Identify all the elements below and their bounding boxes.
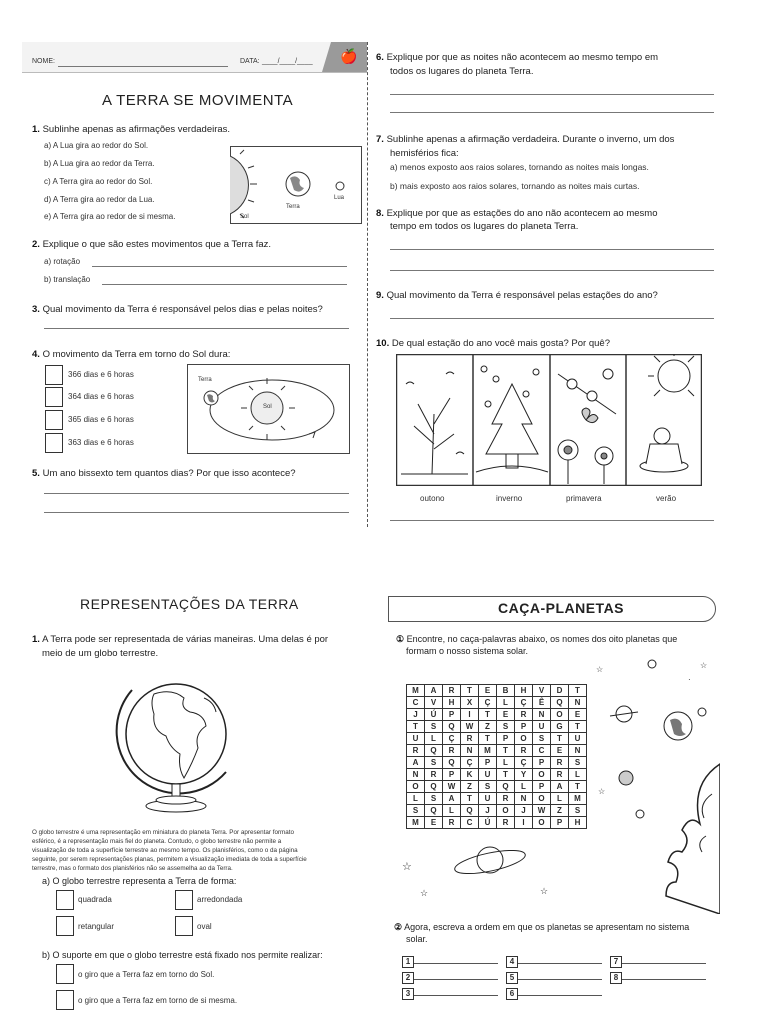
q7-option-a[interactable]: a) menos exposto aos raios solares, tornando as noites mais longas. bbox=[390, 162, 649, 172]
grid-cell[interactable]: L bbox=[443, 805, 461, 817]
grid-cell[interactable]: Ê bbox=[533, 697, 551, 709]
grid-cell[interactable]: Q bbox=[443, 757, 461, 769]
planets-illustration bbox=[590, 654, 720, 914]
grid-cell[interactable]: J bbox=[407, 709, 425, 721]
q6-answer-line-1[interactable] bbox=[390, 94, 714, 95]
q3-answer-line[interactable] bbox=[44, 328, 349, 329]
q8-line2: tempo em todos os lugares do planeta Terra. bbox=[390, 221, 579, 232]
grid-cell[interactable]: R bbox=[425, 769, 443, 781]
grid-cell[interactable]: R bbox=[515, 709, 533, 721]
q6-answer-line-2[interactable] bbox=[390, 112, 714, 113]
page-title: A TERRA SE MOVIMENTA bbox=[102, 92, 294, 109]
season-label-verao: verão bbox=[656, 494, 677, 503]
grid-cell[interactable]: R bbox=[443, 745, 461, 757]
q1-option-b[interactable]: b) A Lua gira ao redor da Terra. bbox=[44, 159, 155, 168]
fig1-terra-label: Terra bbox=[286, 204, 300, 210]
grid-cell[interactable]: N bbox=[533, 709, 551, 721]
q2-a-line[interactable] bbox=[92, 266, 347, 267]
grid-cell[interactable]: Z bbox=[479, 721, 497, 733]
grid-cell[interactable]: E bbox=[551, 745, 569, 757]
grid-cell[interactable]: M bbox=[407, 685, 425, 697]
p4-instruction-1-line1: ① Encontre, no caça-palavras abaixo, os nomes dos oito planetas que bbox=[396, 634, 678, 644]
grid-cell[interactable]: E bbox=[479, 685, 497, 697]
para-line: visualização de toda a superfície terrestre ao mesmo tempo. Os planisférios, como o da página bbox=[32, 847, 298, 854]
q4-option-1: 366 dias e 6 horas bbox=[68, 370, 134, 379]
grid-cell[interactable]: T bbox=[479, 733, 497, 745]
grid-cell[interactable]: Q bbox=[425, 805, 443, 817]
grid-cell[interactable]: P bbox=[443, 769, 461, 781]
worksheet-page-1 bbox=[22, 42, 368, 527]
q7-line2: hemisférios fica: bbox=[390, 148, 459, 159]
q5-line-2[interactable] bbox=[44, 512, 349, 513]
grid-cell[interactable]: L bbox=[407, 793, 425, 805]
grid-cell[interactable]: P bbox=[515, 721, 533, 733]
grid-cell[interactable]: Ç bbox=[515, 697, 533, 709]
q1-option-e[interactable]: e) A Terra gira ao redor de si mesma. bbox=[44, 212, 176, 221]
grid-row bbox=[407, 769, 587, 781]
grid-cell[interactable]: N bbox=[461, 745, 479, 757]
grid-cell[interactable]: R bbox=[407, 745, 425, 757]
grid-cell[interactable]: A bbox=[443, 793, 461, 805]
grid-cell[interactable]: N bbox=[407, 769, 425, 781]
grid-cell[interactable]: C bbox=[533, 745, 551, 757]
grid-cell[interactable]: T bbox=[569, 781, 587, 793]
grid-cell[interactable]: L bbox=[497, 697, 515, 709]
q9-text: 9. Qual movimento da Terra é responsável pelas estações do ano? bbox=[376, 290, 658, 301]
grid-cell[interactable]: R bbox=[497, 817, 515, 829]
grid-cell[interactable]: Ç bbox=[479, 697, 497, 709]
q8-answer-line-1[interactable] bbox=[390, 249, 714, 250]
q1-option-a[interactable]: a) A Lua gira ao redor do Sol. bbox=[44, 141, 149, 150]
fig2-sol-label: Sol bbox=[263, 404, 272, 410]
order-slot-4[interactable]: 4 bbox=[506, 956, 602, 968]
svg-text:☆: ☆ bbox=[598, 787, 606, 796]
apple-icon: 🍎 bbox=[340, 48, 358, 64]
grid-cell[interactable]: A bbox=[425, 685, 443, 697]
q6-line2: todos os lugares do planeta Terra. bbox=[390, 66, 534, 77]
q8-line1: 8. Explique por que as estações do ano não acontecem ao mesmo bbox=[376, 208, 658, 219]
svg-text:·: · bbox=[688, 675, 691, 684]
season-label-outono: outono bbox=[420, 494, 445, 503]
p4-instruction-2-line2: solar. bbox=[406, 934, 428, 944]
q4-checkbox-3[interactable] bbox=[45, 410, 63, 430]
q4-checkbox-2[interactable] bbox=[45, 387, 63, 407]
grid-cell[interactable]: O bbox=[497, 805, 515, 817]
grid-cell[interactable]: M bbox=[479, 745, 497, 757]
nome-label: NOME: bbox=[32, 58, 55, 65]
q5-text: 5. Um ano bissexto tem quantos dias? Por que isso acontece? bbox=[32, 468, 296, 479]
grid-cell[interactable]: O bbox=[533, 769, 551, 781]
grid-cell[interactable]: O bbox=[533, 817, 551, 829]
grid-cell[interactable]: O bbox=[551, 709, 569, 721]
grid-cell[interactable]: Q bbox=[551, 697, 569, 709]
data-label: DATA: bbox=[240, 58, 260, 65]
q9-answer-line[interactable] bbox=[390, 318, 714, 319]
order-slot-8[interactable]: 8 bbox=[610, 972, 706, 984]
grid-cell[interactable]: Ç bbox=[443, 733, 461, 745]
grid-cell[interactable]: E bbox=[569, 709, 587, 721]
grid-cell[interactable]: I bbox=[461, 709, 479, 721]
para-line: O globo terrestre é uma representação em miniatura do planeta Terra. Por apresentar formato bbox=[32, 829, 295, 836]
grid-cell[interactable]: R bbox=[551, 769, 569, 781]
p4-instruction-2-line1: ② Agora, escreva a ordem em que os planetas se apresentam no sistema bbox=[394, 922, 690, 932]
q6-line1: 6. Explique por que as noites não acontecem ao mesmo tempo em bbox=[376, 52, 659, 63]
q4-checkbox-4[interactable] bbox=[45, 433, 63, 453]
grid-cell[interactable]: H bbox=[443, 697, 461, 709]
grid-cell[interactable]: J bbox=[479, 805, 497, 817]
grid-cell[interactable]: H bbox=[515, 685, 533, 697]
q7-line1: 7. Sublinhe apenas a afirmação verdadeira. Durante o inverno, um dos bbox=[376, 134, 675, 145]
grid-row bbox=[407, 697, 587, 709]
grid-row bbox=[407, 805, 587, 817]
grid-cell[interactable]: W bbox=[461, 721, 479, 733]
grid-cell[interactable]: H bbox=[569, 817, 587, 829]
grid-cell[interactable]: R bbox=[443, 685, 461, 697]
grid-row bbox=[407, 781, 587, 793]
para-line: seguinte, por serem representações planas, permitem a visualização imediata de toda a superfície bbox=[32, 856, 307, 863]
grid-cell[interactable]: B bbox=[497, 685, 515, 697]
grid-cell[interactable]: U bbox=[407, 733, 425, 745]
order-slot-5[interactable]: 5 bbox=[506, 972, 602, 984]
q1-text: 1. Sublinhe apenas as afirmações verdadeiras. bbox=[32, 124, 231, 135]
q4-option-2: 364 dias e 6 horas bbox=[68, 392, 134, 401]
grid-cell[interactable]: Q bbox=[497, 781, 515, 793]
fig1-lua-label: Lua bbox=[334, 195, 345, 201]
q10-text: 10. De qual estação do ano você mais gosta? Por quê? bbox=[376, 338, 610, 349]
grid-cell[interactable]: E bbox=[425, 817, 443, 829]
grid-cell[interactable]: V bbox=[425, 697, 443, 709]
grid-cell[interactable]: O bbox=[533, 793, 551, 805]
grid-cell[interactable]: N bbox=[569, 745, 587, 757]
grid-cell[interactable]: L bbox=[569, 769, 587, 781]
star-decoration-icon: ☆ bbox=[420, 888, 429, 898]
q4-option-4: 363 dias e 6 horas bbox=[68, 438, 134, 447]
q10-answer-line[interactable] bbox=[390, 520, 714, 521]
support-checkbox-si-mesma[interactable] bbox=[56, 990, 74, 1010]
support-option-si-mesma: o giro que a Terra faz em torno de si mesma. bbox=[78, 996, 238, 1005]
grid-cell[interactable]: O bbox=[407, 781, 425, 793]
q4-text: 4. O movimento da Terra em torno do Sol dura: bbox=[32, 349, 231, 360]
grid-cell[interactable]: O bbox=[515, 733, 533, 745]
svg-text:☆: ☆ bbox=[700, 661, 708, 670]
data-blank: ____/____/____ bbox=[262, 58, 313, 65]
grid-cell[interactable]: U bbox=[533, 721, 551, 733]
grid-cell[interactable]: T bbox=[461, 685, 479, 697]
grid-cell[interactable]: P bbox=[443, 709, 461, 721]
grid-cell[interactable]: A bbox=[407, 757, 425, 769]
grid-cell[interactable]: U bbox=[479, 769, 497, 781]
grid-cell[interactable]: T bbox=[551, 733, 569, 745]
grid-cell[interactable]: M bbox=[569, 793, 587, 805]
q1-option-c[interactable]: c) A Terra gira ao redor do Sol. bbox=[44, 177, 153, 186]
grid-cell[interactable]: Y bbox=[515, 769, 533, 781]
shape-checkbox-oval[interactable] bbox=[175, 916, 193, 936]
star-decoration-icon: ☆ bbox=[540, 886, 549, 896]
grid-cell[interactable]: S bbox=[569, 805, 587, 817]
grid-cell[interactable]: V bbox=[533, 685, 551, 697]
grid-cell[interactable]: N bbox=[515, 793, 533, 805]
grid-cell[interactable]: S bbox=[425, 757, 443, 769]
p3-qa-text: a) O globo terrestre representa a Terra de forma: bbox=[42, 876, 237, 886]
grid-cell[interactable]: Q bbox=[425, 745, 443, 757]
p3-q1-line2: meio de um globo terrestre. bbox=[42, 648, 159, 659]
grid-cell[interactable]: W bbox=[533, 805, 551, 817]
grid-cell[interactable]: Z bbox=[461, 781, 479, 793]
grid-cell[interactable]: T bbox=[407, 721, 425, 733]
page-title-caca-planetas: CAÇA-PLANETAS bbox=[498, 600, 625, 616]
grid-cell[interactable]: T bbox=[479, 709, 497, 721]
grid-row bbox=[407, 817, 587, 829]
grid-cell[interactable]: Q bbox=[461, 805, 479, 817]
grid-cell[interactable]: C bbox=[461, 817, 479, 829]
grid-cell[interactable]: P bbox=[533, 757, 551, 769]
nome-line[interactable] bbox=[58, 66, 228, 67]
shape-option-arredondada: arredondada bbox=[197, 895, 243, 904]
order-slot-6[interactable]: 6 bbox=[506, 988, 602, 1000]
grid-cell[interactable]: J bbox=[515, 805, 533, 817]
grid-row bbox=[407, 745, 587, 757]
grid-cell[interactable]: S bbox=[425, 793, 443, 805]
grid-cell[interactable]: R bbox=[461, 733, 479, 745]
q2-text: 2. Explique o que são estes movimentos que a Terra faz. bbox=[32, 239, 272, 250]
shape-option-retangular: retangular bbox=[78, 922, 115, 931]
grid-cell[interactable]: T bbox=[497, 769, 515, 781]
word-search-grid[interactable] bbox=[406, 684, 587, 829]
grid-cell[interactable]: M bbox=[407, 817, 425, 829]
grid-cell[interactable]: Ú bbox=[479, 817, 497, 829]
grid-cell[interactable]: T bbox=[569, 721, 587, 733]
q7-option-b[interactable]: b) mais exposto aos raios solares, tornando as noites mais curtas. bbox=[390, 181, 640, 191]
svg-text:☆: ☆ bbox=[596, 665, 604, 674]
shape-checkbox-quadrada[interactable] bbox=[56, 890, 74, 910]
p3-qb-text: b) O suporte em que o globo terrestre está fixado nos permite realizar: bbox=[42, 950, 323, 960]
grid-cell[interactable]: R bbox=[497, 793, 515, 805]
grid-row bbox=[407, 733, 587, 745]
grid-row bbox=[407, 757, 587, 769]
grid-cell[interactable]: Ú bbox=[425, 709, 443, 721]
header-bar bbox=[22, 42, 367, 73]
grid-cell[interactable]: A bbox=[551, 781, 569, 793]
grid-cell[interactable]: T bbox=[569, 685, 587, 697]
grid-cell[interactable]: S bbox=[533, 733, 551, 745]
grid-cell[interactable]: L bbox=[515, 781, 533, 793]
shape-checkbox-retangular[interactable] bbox=[56, 916, 74, 936]
grid-cell[interactable]: W bbox=[443, 781, 461, 793]
grid-cell[interactable]: G bbox=[551, 721, 569, 733]
grid-cell[interactable]: Q bbox=[425, 781, 443, 793]
grid-cell[interactable]: S bbox=[497, 721, 515, 733]
worksheet-page-3 bbox=[22, 588, 367, 1024]
p4-instruction-1-line2: formam o nosso sistema solar. bbox=[406, 646, 529, 656]
q4-option-3: 365 dias e 6 horas bbox=[68, 415, 134, 424]
order-slot-7[interactable]: 7 bbox=[610, 956, 706, 968]
grid-cell[interactable]: P bbox=[479, 757, 497, 769]
q5-line-1[interactable] bbox=[44, 493, 349, 494]
order-slot-3[interactable]: 3 bbox=[402, 988, 498, 1000]
grid-cell[interactable]: T bbox=[497, 745, 515, 757]
grid-cell[interactable]: S bbox=[407, 805, 425, 817]
support-option-sol: o giro que a Terra faz em torno do Sol. bbox=[78, 970, 215, 979]
q2-b-label: b) translação bbox=[44, 275, 91, 284]
q3-text: 3. Qual movimento da Terra é responsável pelos dias e pelas noites? bbox=[32, 304, 323, 315]
grid-cell[interactable]: R bbox=[443, 817, 461, 829]
season-label-inverno: inverno bbox=[496, 494, 523, 503]
seasons-illustration bbox=[396, 354, 702, 486]
grid-cell[interactable]: K bbox=[461, 769, 479, 781]
grid-cell[interactable]: L bbox=[497, 757, 515, 769]
grid-cell[interactable]: N bbox=[569, 697, 587, 709]
page-title-representacoes: REPRESENTAÇÕES DA TERRA bbox=[80, 596, 299, 612]
grid-cell[interactable]: T bbox=[461, 793, 479, 805]
star-decoration-icon: ☆ bbox=[402, 861, 412, 873]
q2-b-line[interactable] bbox=[102, 284, 347, 285]
grid-cell[interactable]: E bbox=[497, 709, 515, 721]
season-label-primavera: primavera bbox=[566, 494, 602, 503]
sun-earth-moon-figure bbox=[230, 146, 362, 224]
q4-checkbox-1[interactable] bbox=[45, 365, 63, 385]
saturn-illustration bbox=[450, 838, 530, 884]
grid-cell[interactable]: Ç bbox=[515, 757, 533, 769]
shape-option-quadrada: quadrada bbox=[78, 895, 112, 904]
grid-cell[interactable]: X bbox=[461, 697, 479, 709]
grid-cell[interactable]: P bbox=[551, 817, 569, 829]
q2-a-label: a) rotação bbox=[44, 257, 81, 266]
grid-cell[interactable]: L bbox=[551, 793, 569, 805]
grid-cell[interactable]: S bbox=[479, 781, 497, 793]
q1-option-d[interactable]: d) A Terra gira ao redor da Lua. bbox=[44, 195, 155, 204]
shape-option-oval: oval bbox=[197, 922, 212, 931]
para-line: terrestre, mas o formato dos planisférios não se assemelha ao da Terra. bbox=[32, 865, 233, 872]
grid-row bbox=[407, 721, 587, 733]
grid-cell[interactable]: Ç bbox=[461, 757, 479, 769]
grid-cell[interactable]: C bbox=[407, 697, 425, 709]
grid-row bbox=[407, 793, 587, 805]
grid-cell[interactable]: S bbox=[425, 721, 443, 733]
grid-cell[interactable]: U bbox=[569, 733, 587, 745]
grid-row bbox=[407, 685, 587, 697]
fig2-terra-label: Terra bbox=[198, 377, 212, 383]
grid-cell[interactable]: P bbox=[497, 733, 515, 745]
grid-cell[interactable]: R bbox=[551, 757, 569, 769]
grid-cell[interactable]: Z bbox=[551, 805, 569, 817]
q8-answer-line-2[interactable] bbox=[390, 270, 714, 271]
grid-cell[interactable]: R bbox=[515, 745, 533, 757]
para-line: esférico, é a representação mais fiel do planeta. Contudo, o globo terrestre não permite a bbox=[32, 838, 282, 845]
worksheet-page-2 bbox=[370, 42, 720, 527]
grid-cell[interactable]: U bbox=[479, 793, 497, 805]
shape-checkbox-arredondada[interactable] bbox=[175, 890, 193, 910]
globe-paragraph bbox=[32, 828, 362, 873]
globe-illustration bbox=[114, 672, 244, 822]
grid-cell[interactable]: Q bbox=[443, 721, 461, 733]
order-slot-2[interactable]: 2 bbox=[402, 972, 498, 984]
grid-cell[interactable]: D bbox=[551, 685, 569, 697]
worksheet-page-4 bbox=[380, 592, 720, 1024]
grid-cell[interactable]: I bbox=[515, 817, 533, 829]
order-slot-1[interactable]: 1 bbox=[402, 956, 498, 968]
grid-cell[interactable]: L bbox=[425, 733, 443, 745]
p3-q1-line1: 1. A Terra pode ser representada de várias maneiras. Uma delas é por bbox=[32, 634, 329, 645]
grid-cell[interactable]: S bbox=[569, 757, 587, 769]
grid-cell[interactable]: P bbox=[533, 781, 551, 793]
grid-row bbox=[407, 709, 587, 721]
support-checkbox-sol[interactable] bbox=[56, 964, 74, 984]
fig1-sol-label: Sol bbox=[240, 214, 249, 220]
